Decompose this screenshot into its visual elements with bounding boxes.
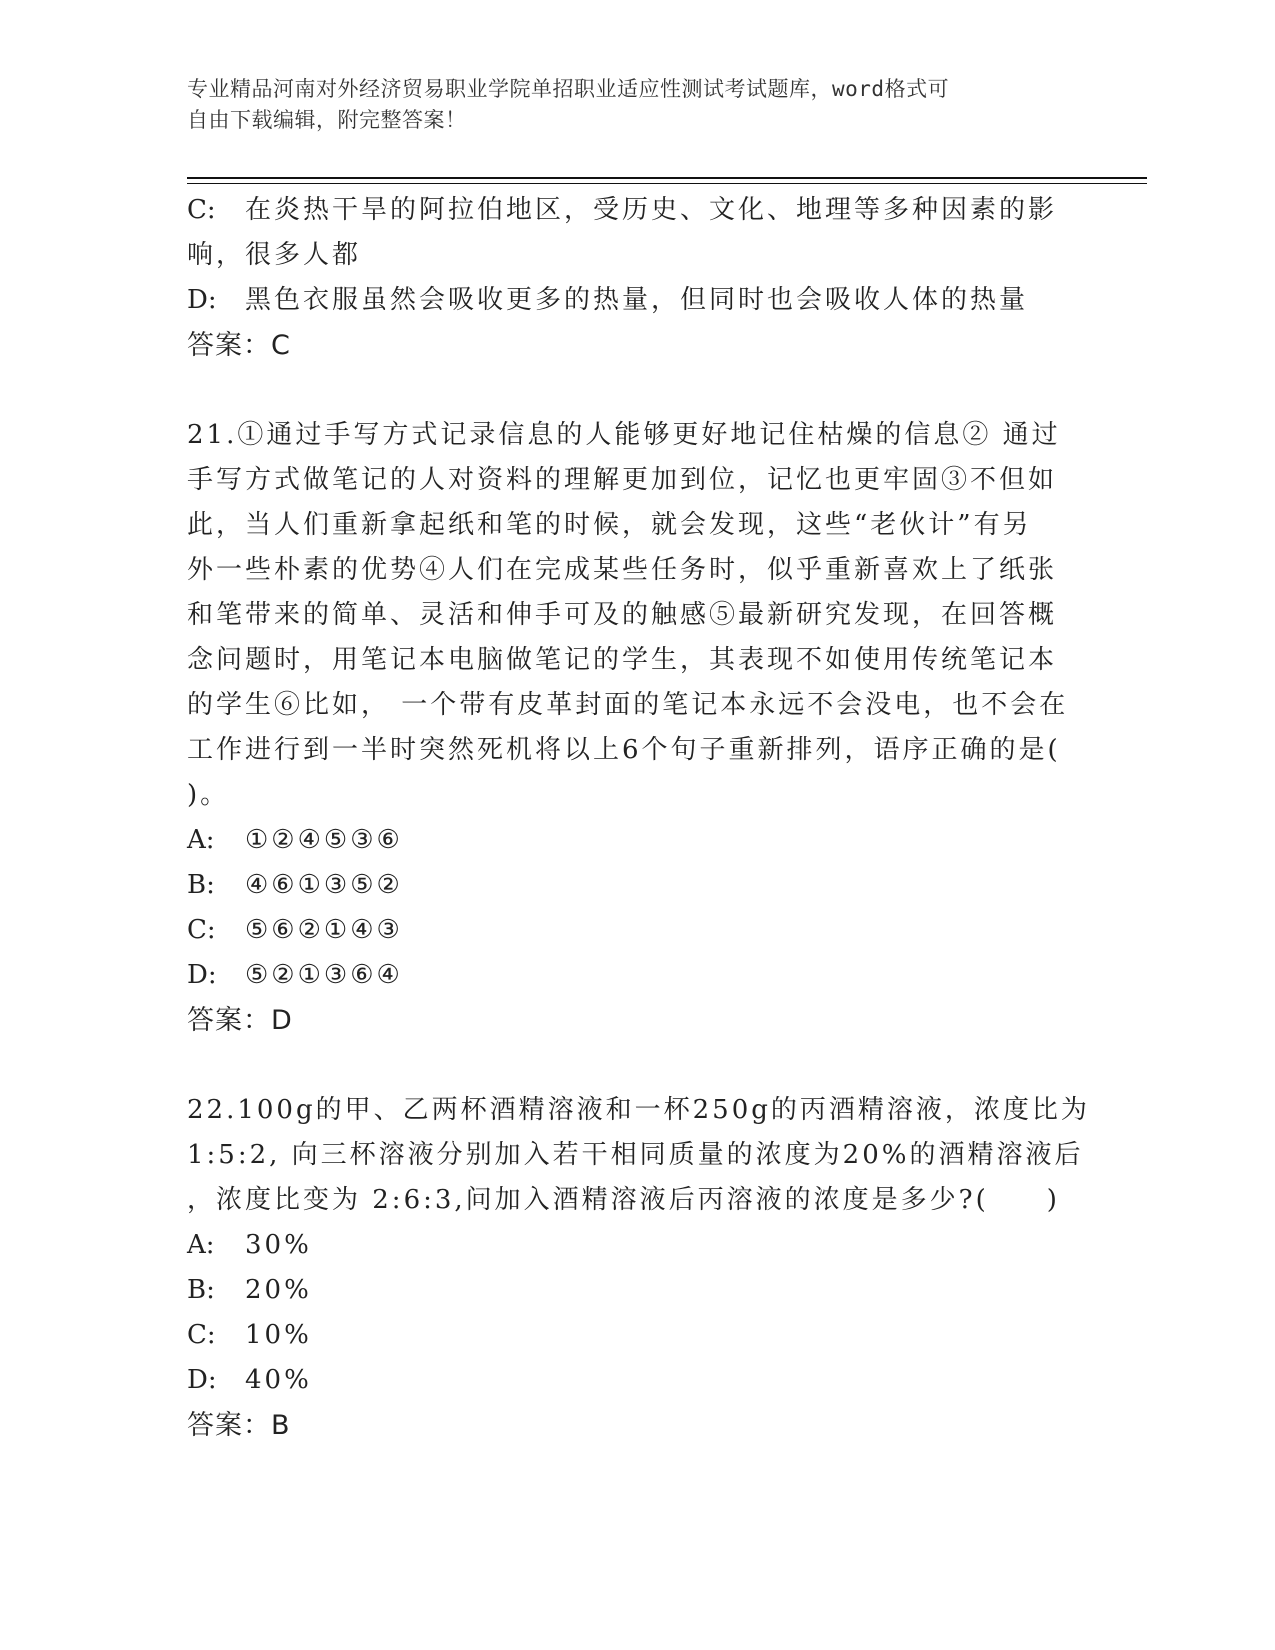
option-d: [187, 953, 1077, 998]
option-text-continuation: 响，很多人都: [187, 240, 362, 270]
answer-line: 答案：B: [187, 1410, 291, 1441]
option-c: [187, 908, 1077, 953]
option-text: 黑色衣服虽然会吸收更多的热量，但同时也会吸收人体的热量: [245, 285, 1029, 315]
document-body: [187, 188, 1090, 1448]
stem-line: )。: [187, 780, 230, 810]
option-letter: D:: [187, 285, 217, 315]
header-line-2: 自由下载编辑，附完整答案！: [187, 108, 467, 132]
option-letter: C:: [187, 915, 216, 945]
stem-line: 的学生⑥比如， 一个带有皮革封面的笔记本永远不会没电，也不会在: [187, 690, 1069, 720]
option-text: ①②④⑤③⑥: [245, 825, 403, 855]
option-b: [187, 1268, 1077, 1313]
spacer: [187, 1043, 1077, 1088]
stem-line: ，浓度比变为 2:6:3,问加入酒精溶液后丙溶液的浓度是多少?( ): [187, 1185, 1060, 1215]
stem-line: 外一些朴素的优势④人们在完成某些任务时，似乎重新喜欢上了纸张: [187, 555, 1058, 585]
option-d: [187, 1358, 1077, 1403]
question-22: [187, 1088, 1090, 1448]
stem-line: 1:5:2, 向三杯溶液分别加入若干相同质量的浓度为20%的酒精溶液后: [187, 1140, 1084, 1170]
stem-line: 念问题时，用笔记本电脑做笔记的学生，其表现不如使用传统笔记本: [187, 645, 1058, 675]
option-text: 40%: [245, 1365, 312, 1395]
option-b: [187, 863, 1077, 908]
header-line-1: 专业精品河南对外经济贸易职业学院单招职业适应性测试考试题库，word格式可: [187, 77, 950, 101]
spacer: [187, 368, 1077, 413]
option-c: [187, 1313, 1077, 1358]
option-letter: C:: [187, 195, 216, 225]
option-text: 30%: [245, 1230, 312, 1260]
option-letter: A:: [187, 1230, 215, 1260]
option-letter: C:: [187, 1320, 216, 1350]
stem-line: 此，当人们重新拿起纸和笔的时候，就会发现，这些“老伙计”有另: [187, 510, 1032, 540]
stem-line: 21.①通过手写方式记录信息的人能够更好地记住枯燥的信息② 通过: [187, 420, 1061, 450]
prev-question: [187, 188, 1077, 368]
option-text: 10%: [245, 1320, 312, 1350]
option-letter: A:: [187, 825, 215, 855]
stem-line: 和笔带来的简单、灵活和伸手可及的触感⑤最新研究发现，在回答概: [187, 600, 1058, 630]
option-letter: D:: [187, 1365, 217, 1395]
page-header: [187, 74, 1067, 136]
option-text: ④⑥①③⑤②: [245, 870, 403, 900]
option-text: ⑤⑥②①④③: [245, 915, 403, 945]
stem-line: 22.100g的甲、乙两杯酒精溶液和一杯250g的丙酒精溶液，浓度比为: [187, 1095, 1090, 1125]
option-a: [187, 1223, 1077, 1268]
option-letter: B:: [187, 870, 215, 900]
option-text: ⑤②①③⑥④: [245, 960, 403, 990]
answer-line: 答案：D: [187, 1005, 293, 1036]
option-letter: B:: [187, 1275, 215, 1305]
header-rule-thick: [187, 177, 1147, 179]
question-21: [187, 413, 1077, 1043]
option-a: [187, 818, 1077, 863]
option-text: 20%: [245, 1275, 312, 1305]
stem-line: 手写方式做笔记的人对资料的理解更加到位，记忆也更牢固③不但如: [187, 465, 1058, 495]
option-text-line: 在炎热干旱的阿拉伯地区，受历史、文化、地理等多种因素的影: [245, 195, 1058, 225]
option-letter: D:: [187, 960, 217, 990]
question-stem: [187, 1088, 1090, 1223]
question-stem: [187, 413, 1077, 818]
option-d: [187, 278, 1077, 323]
header-rule-thin: [187, 183, 1147, 184]
stem-line: 工作进行到一半时突然死机将以上6个句子重新排列，语序正确的是(: [187, 735, 1061, 765]
answer-line: 答案：C: [187, 330, 291, 361]
option-c: [187, 188, 1077, 233]
